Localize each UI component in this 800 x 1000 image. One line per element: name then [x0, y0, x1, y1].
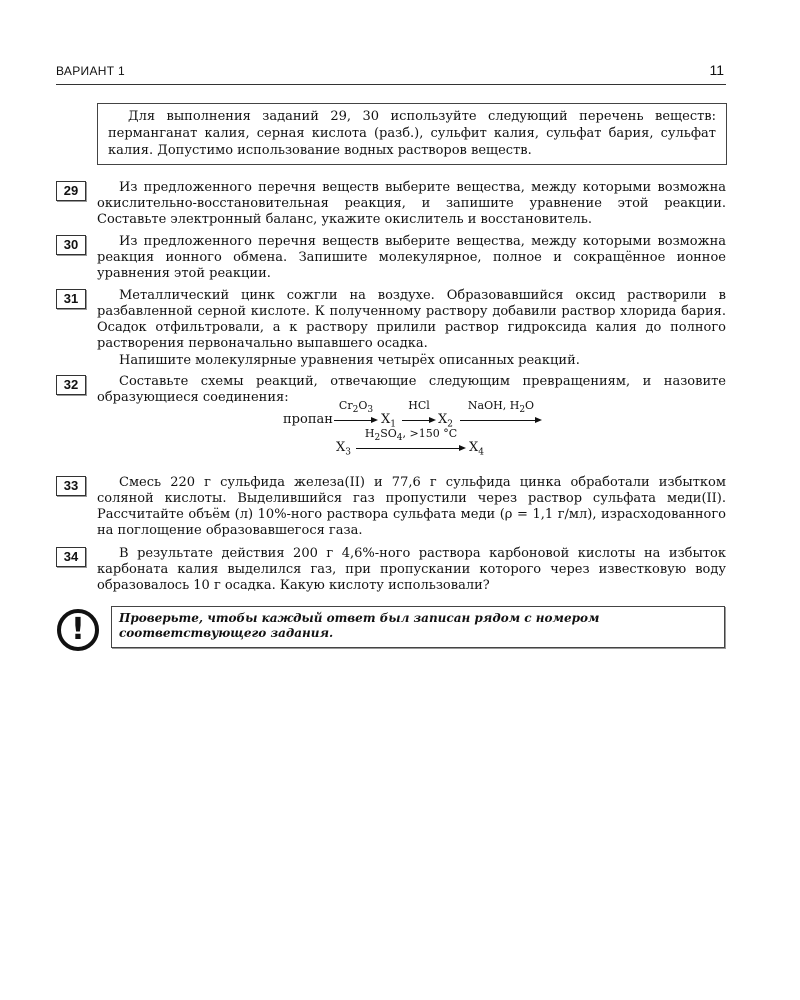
- x1: $X_1$: [381, 412, 396, 430]
- reagent-4: $H_2SO_4$, >150 °C: [364, 427, 458, 444]
- intro-text: Для выполнения заданий 29, 30 используйте следующий перечень веществ: перманганат калия, серная кислота (разб.), сульфит калия, сульфат бария, сульфат калия. Допустимо использование водных растворов веществ.: [108, 109, 716, 158]
- x4: $X_4$: [469, 440, 484, 458]
- variant-title: ВАРИАНТ 1: [56, 64, 125, 78]
- reagent-2: HCl: [408, 399, 430, 412]
- task-32: [56, 374, 726, 406]
- task-text: Смесь 220 г сульфида железа(II) и 77,6 г сульфида цинка обработали избытком соляной кислоты. Выделившийся газ пропустили через раствор сульфата меди(II). Рассчитайте объём (л) 10%-ного раствора сульфата меди (ρ = 1,1 г/мл), израсходованного на поглощение образовавшегося газа.: [97, 475, 726, 538]
- task-29: [56, 180, 726, 228]
- arrow-4: [356, 427, 466, 456]
- x3: $X_3$: [336, 440, 351, 458]
- task-text: Из предложенного перечня веществ выберите вещества, между которыми возможна окислительно-восстановительная реакция, и запишите уравнение этой реакции. Составьте электронный баланс, укажите окислитель и восстановитель.: [97, 180, 726, 227]
- task-34: [56, 546, 726, 594]
- x2: $X_2$: [438, 412, 453, 430]
- task-text: Металлический цинк сожгли на воздухе. Образовавшийся оксид растворили в разбавленной серной кислоте. К полученному раствору добавили раствор хлорида бария. Осадок отфильтровали, а к раствору прилили раствор гидроксида калия до полного растворения первоначально выпавшего осадка. Напишите молекулярные уравнения четырёх описанных реакций.: [97, 288, 726, 368]
- task-30: [56, 234, 726, 282]
- task-31: [56, 288, 726, 369]
- arrow-2: [402, 399, 436, 428]
- task-text: Из предложенного перечня веществ выберите вещества, между которыми возможна реакция ионного обмена. Запишите молекулярное, полное и сокращённое ионное уравнения этой реакции.: [97, 234, 726, 281]
- scheme-start: пропан: [283, 412, 333, 427]
- task-number: 29: [56, 181, 86, 201]
- reagent-3: NaOH, $H_2O$: [467, 399, 535, 416]
- reagent-1: $Cr_2O_3$: [338, 399, 374, 416]
- arrow-3: [460, 399, 542, 428]
- task-number: 30: [56, 235, 86, 255]
- arrow-1: [334, 399, 378, 428]
- task-33: [56, 475, 726, 539]
- task-number: 31: [56, 289, 86, 309]
- task-text: В результате действия 200 г 4,6%-ного раствора карбоновой кислоты на избыток карбоната калия выделился газ, при пропускании которого через известковую воду образовалось 10 г осадка. Какую кислоту использовали?: [97, 546, 726, 593]
- task-number: 32: [56, 375, 86, 395]
- task-extra-text: Напишите молекулярные уравнения четырёх описанных реакций.: [119, 353, 580, 368]
- intro-box: [97, 103, 727, 165]
- task-number: 33: [56, 476, 86, 496]
- task-number: 34: [56, 547, 86, 567]
- page-header: [56, 62, 726, 85]
- task-text: Составьте схемы реакций, отвечающие следующим превращениям, и назовите образующиеся соединения:: [97, 374, 726, 405]
- reminder-note: Проверьте, чтобы каждый ответ был записан рядом с номером соответствующего задания.: [111, 606, 725, 648]
- exclamation-circle-icon: !: [57, 609, 99, 651]
- page-number: 11: [709, 62, 724, 78]
